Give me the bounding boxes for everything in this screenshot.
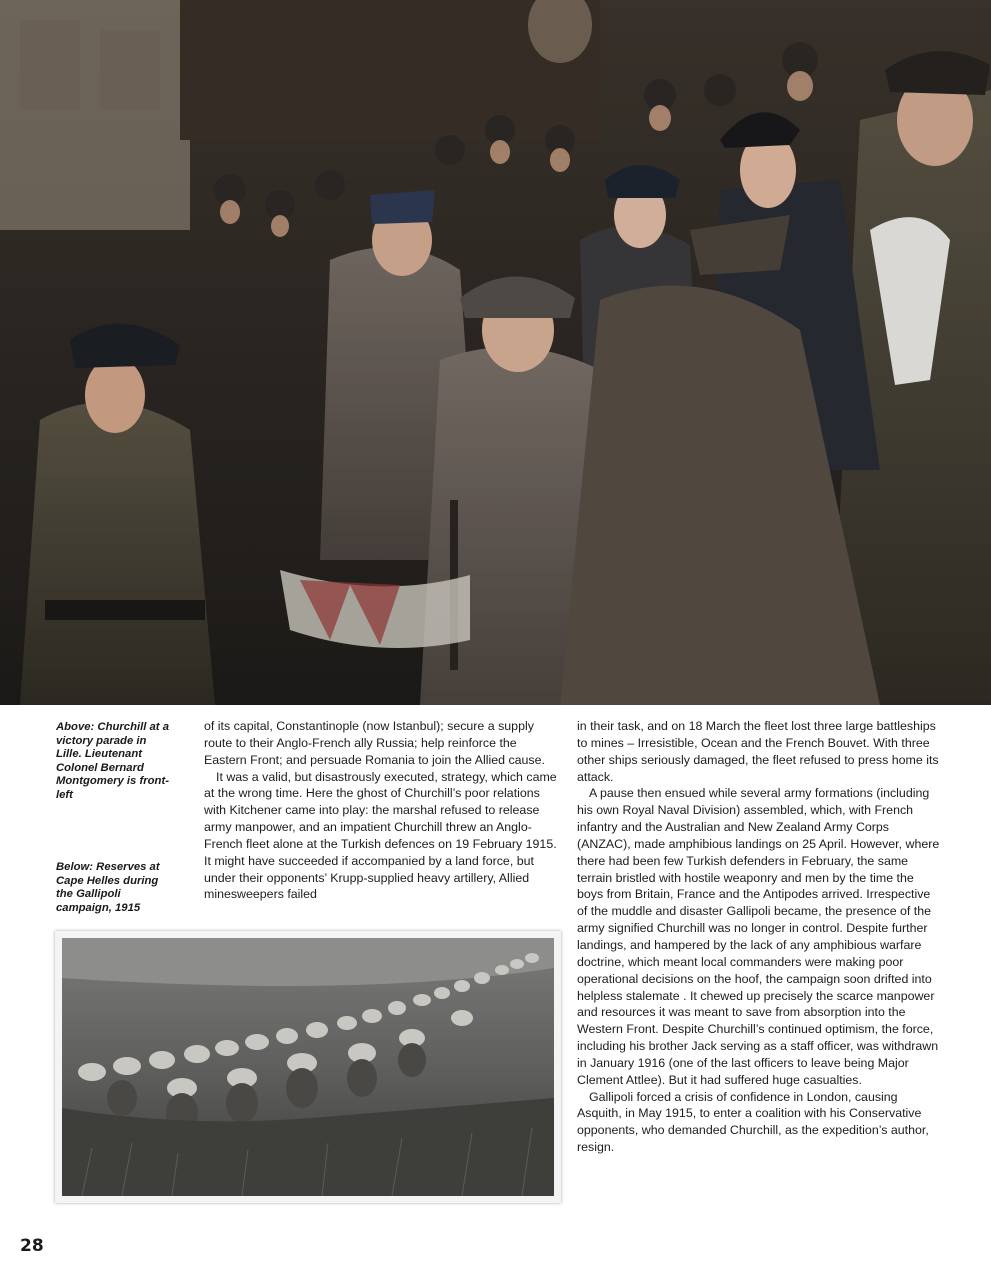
article-paragraph: of its capital, Constantinople (now Istanbul); secure a supply route to their Anglo-French ally Russia; help reinforce the Eastern Front; and persuade Romania to join the Allied cause.: [204, 719, 545, 767]
caption-above: [56, 721, 174, 803]
article-paragraph: It was a valid, but disastrously executed, strategy, which came at the wrong time. Here the ghost of Churchill’s poor relations with Kitchener came into play: the marshal refused to release army manpower, and an impatient Churchill threw an Anglo-French fleet alone at the Turkish defences on 19 February 1915. It might have succeeded if accompanied by a land force, but under their opponents’ Krupp-supplied heavy artillery, Allied minesweepers failed: [204, 769, 557, 902]
caption-below: [56, 861, 174, 915]
article-paragraph: Gallipoli forced a crisis of confidence in London, causing Asquith, in May 1915, to enter a coalition with his Conservative opponents, who demanded Churchill, as the expedition’s author, resign.: [577, 1089, 929, 1155]
article-column-2: [577, 718, 942, 1156]
photo-cape-helles-illustration: [62, 938, 554, 1196]
article-paragraph: A pause then ensued while several army formations (including his own Royal Naval Division) assembled, which, with French infantry and the Australian and New Zealand Army Corps (ANZAC), made amphibious landings on 25 April. However, where there had been few Turkish defenders in February, the same terrain bristled with hostile weaponry and men by the time the boys from Britain, France and the Antipodes arrived. Irrespective of the muddle and disaster Gallipoli became, the presence of the army signified Churchill was no longer in control. Despite further landings, and hampered by the lack of any amphibious warfare doctrine, which meant local commanders were making poor operational decisions on the hoof, the campaign soon drifted into helpless stalemate . It chewed up precisely the scarce manpower and resources it was meant to save from absorption into the Western Front. Despite Churchill’s continued optimism, the force, including his brother Jack serving as a staff officer, was withdrawn in January 1916 (one of the last officers to leave being Major Clement Attlee). But it had suffered huge casualties.: [577, 786, 940, 1087]
caption-below-lead: Below:: [56, 861, 94, 873]
photo-cape-helles-reserves: [55, 931, 561, 1203]
article-column-1: [204, 718, 558, 903]
caption-above-text: Churchill at a victory parade in Lille. Lieutenant Colonel Bernard Montgomery is front-left: [56, 721, 169, 801]
article-paragraph: in their task, and on 18 March the fleet lost three large battleships to mines – Irresistible, Ocean and the French Bouvet. With three other ships seriously damaged, the fleet refused to press home its attack.: [577, 719, 939, 784]
caption-above-lead: Above:: [56, 721, 95, 733]
caption-below-text: Reserves at Cape Helles during the Gallipoli campaign, 1915: [56, 861, 160, 914]
page-number: 28: [20, 1236, 44, 1256]
